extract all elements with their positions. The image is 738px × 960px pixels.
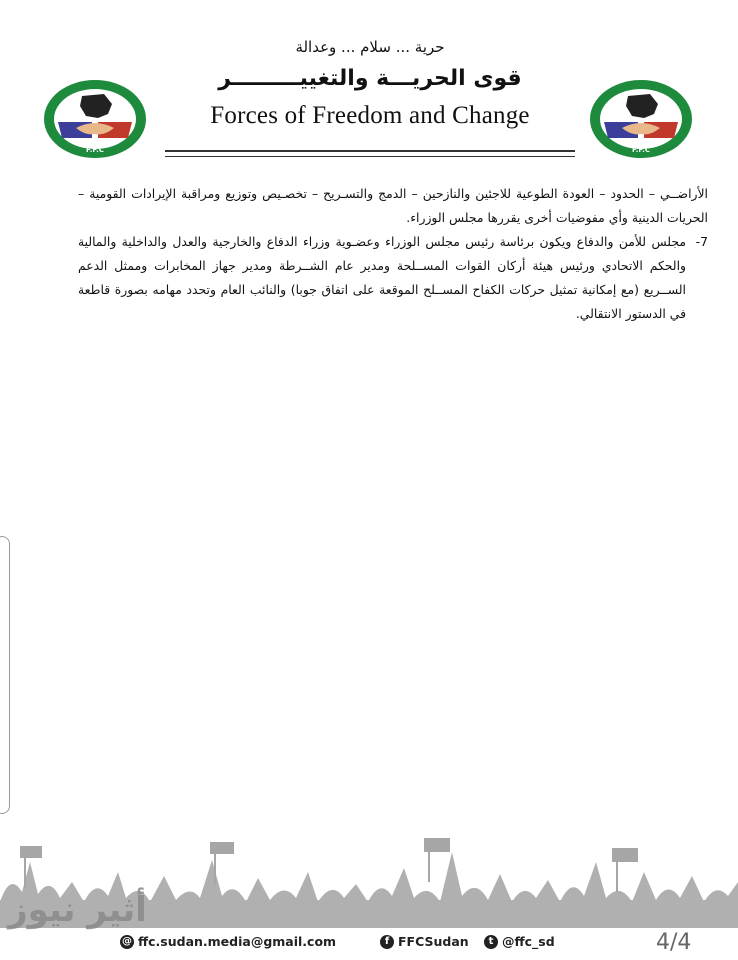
- document-body: [78, 182, 708, 326]
- facebook-text: FFCSudan: [398, 934, 469, 949]
- letterhead: [170, 38, 570, 130]
- logo-caption: F.F.C: [632, 146, 650, 154]
- header-divider: [165, 150, 575, 157]
- logo-caption: F.F.C: [86, 146, 104, 154]
- ffc-logo-left: [42, 78, 148, 160]
- email-icon: @: [122, 935, 132, 947]
- contact-facebook[interactable]: [380, 934, 469, 949]
- slogan: حرية ... سلام ... وعدالة: [295, 38, 445, 56]
- twitter-icon: t: [484, 935, 498, 949]
- contact-twitter[interactable]: [484, 934, 555, 949]
- item-text: مجلس للأمن والدفاع ويكون برئاسة رئيس مجلس الوزراء وعضـوية وزراء الدفاع والخارجية والعدل والداخلية والمالية والحكم الاتحادي ورئيس هيئة أركان القوات المســلحة ومدير عام الشــرطة ومدير جهاز المخابرات وممثل الدعم الســريع (مع إمكانية تمثيل حركات الكفاح المســلح الموقعة على اتفاق جوبا) والنائب العام وتحدد مهامه بصورة قاطعة في الدستور الانتقالي.: [78, 234, 686, 321]
- paragraph-continuation: الأراضــي – الحدود – العودة الطوعية للاجئين والنازحين – الدمج والتسـريح – تخصـيص وتوزيع ومراقبة الإيرادات القومية – الحريات الدينية وأي مفوضيات أخرى يقررها مجلس الوزراء.: [78, 186, 708, 225]
- list-item: [78, 230, 708, 326]
- org-name-english: Forces of Freedom and Change: [210, 102, 530, 129]
- page-edge-bracket: [0, 536, 10, 814]
- twitter-text: @ffc_sd: [502, 934, 555, 949]
- page-number: 4/4: [656, 930, 692, 955]
- email-text: ffc.sudan.media@gmail.com: [138, 934, 337, 949]
- item-number: -7: [695, 234, 708, 249]
- contact-email[interactable]: [120, 934, 336, 949]
- org-name-arabic: قوى الحريـــة والتغييـــــــــر: [218, 66, 522, 91]
- ffc-logo-right: [588, 78, 694, 160]
- facebook-icon: f: [380, 935, 394, 949]
- news-watermark: أثير نيوز: [8, 890, 147, 930]
